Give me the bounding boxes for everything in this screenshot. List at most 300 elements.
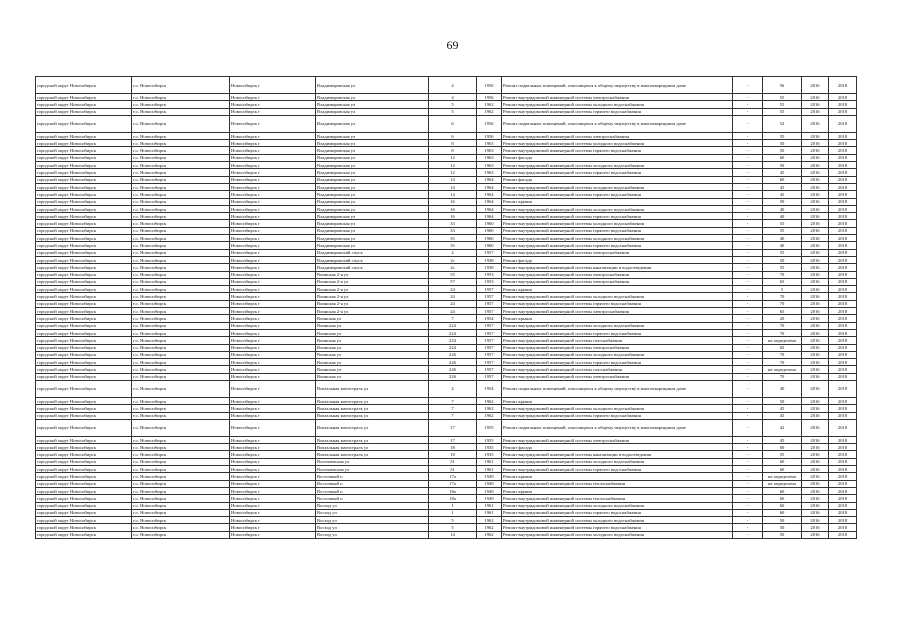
municipality-cell: городской округ Новосибирск: [36, 162, 132, 169]
start-year-cell: 2016: [802, 213, 829, 220]
municipality-cell: городской округ Новосибирск: [36, 191, 132, 198]
end-year-cell: 2018: [829, 169, 857, 176]
end-year-cell: 2018: [829, 466, 857, 473]
table-row: [36, 517, 857, 524]
cost-cell: -: [733, 473, 763, 480]
municipality-cell: городской округ Новосибирск: [36, 359, 132, 366]
term-cell: 65: [763, 308, 802, 315]
end-year-cell: 2018: [829, 191, 857, 198]
year-built-cell: 1960: [477, 235, 502, 242]
district-cell: г.о. Новосибирск: [132, 205, 230, 212]
district-cell: г.о. Новосибирск: [132, 436, 230, 443]
municipality-cell: городской округ Новосибирск: [36, 502, 132, 509]
locality-cell: Новосибирск г: [230, 115, 316, 132]
cost-cell: -: [733, 359, 763, 366]
street-cell: Вокзальная магистраль ул: [316, 380, 429, 397]
year-built-cell: 1949: [477, 480, 502, 487]
municipality-cell: городской округ Новосибирск: [36, 205, 132, 212]
district-cell: г.о. Новосибирск: [132, 220, 230, 227]
locality-cell: Новосибирск г: [230, 154, 316, 161]
street-cell: Воинская ул: [316, 359, 429, 366]
locality-cell: Новосибирск г: [230, 271, 316, 278]
cost-cell: -: [733, 220, 763, 227]
works-table: [35, 76, 857, 539]
cost-cell: -: [733, 487, 763, 494]
municipality-cell: городской округ Новосибирск: [36, 183, 132, 190]
end-year-cell: 2018: [829, 495, 857, 502]
locality-cell: Новосибирск г: [230, 397, 316, 404]
work-type-cell: Ремонт внутридомовой инженерной системы газоснабжения: [502, 366, 733, 373]
work-type-cell: Ремонт внутридомовой инженерной системы горячего водоснабжения: [502, 169, 733, 176]
year-built-cell: 1964: [477, 213, 502, 220]
house-cell: 18а: [429, 495, 477, 502]
start-year-cell: 2016: [802, 191, 829, 198]
term-cell: 45: [763, 412, 802, 419]
table-row: [36, 108, 857, 115]
start-year-cell: 2016: [802, 147, 829, 154]
year-built-cell: 1957: [477, 351, 502, 358]
year-built-cell: 1962: [477, 412, 502, 419]
locality-cell: Новосибирск г: [230, 235, 316, 242]
municipality-cell: городской округ Новосибирск: [36, 329, 132, 336]
municipality-cell: городской округ Новосибирск: [36, 176, 132, 183]
start-year-cell: 2016: [802, 351, 829, 358]
district-cell: г.о. Новосибирск: [132, 115, 230, 132]
start-year-cell: 2016: [802, 94, 829, 101]
year-built-cell: 1938: [477, 264, 502, 271]
year-built-cell: 1938: [477, 256, 502, 263]
municipality-cell: городской округ Новосибирск: [36, 293, 132, 300]
table-row: [36, 487, 857, 494]
cost-cell: -: [733, 366, 763, 373]
year-built-cell: 1962: [477, 517, 502, 524]
street-cell: Владимировская ул: [316, 154, 429, 161]
locality-cell: Новосибирск г: [230, 242, 316, 249]
district-cell: г.о. Новосибирск: [132, 451, 230, 458]
end-year-cell: 2018: [829, 220, 857, 227]
locality-cell: Новосибирск г: [230, 286, 316, 293]
term-cell: 40: [763, 205, 802, 212]
house-cell: 7: [429, 315, 477, 322]
start-year-cell: 2016: [802, 436, 829, 443]
year-built-cell: 1963: [477, 147, 502, 154]
term-cell: не определена: [763, 337, 802, 344]
term-cell: 50: [763, 140, 802, 147]
street-cell: Волочаевская ул: [316, 466, 429, 473]
municipality-cell: городской округ Новосибирск: [36, 235, 132, 242]
start-year-cell: 2016: [802, 198, 829, 205]
table-row: [36, 329, 857, 336]
work-type-cell: Ремонт крыши: [502, 198, 733, 205]
end-year-cell: 2018: [829, 412, 857, 419]
house-cell: 5: [429, 101, 477, 108]
work-type-cell: Ремонт внутридомовой инженерной системы горячего водоснабжения: [502, 147, 733, 154]
street-cell: Восход ул: [316, 524, 429, 531]
district-cell: г.о. Новосибирск: [132, 458, 230, 465]
year-built-cell: 1962: [477, 531, 502, 538]
cost-cell: -: [733, 419, 763, 436]
locality-cell: Новосибирск г: [230, 502, 316, 509]
street-cell: Воинская 2-я ул: [316, 300, 429, 307]
start-year-cell: 2016: [802, 271, 829, 278]
start-year-cell: 2016: [802, 380, 829, 397]
district-cell: г.о. Новосибирск: [132, 524, 230, 531]
street-cell: Воинская ул: [316, 351, 429, 358]
end-year-cell: 2018: [829, 115, 857, 132]
start-year-cell: 2016: [802, 227, 829, 234]
term-cell: 40: [763, 235, 802, 242]
start-year-cell: 2016: [802, 524, 829, 531]
end-year-cell: 2018: [829, 480, 857, 487]
work-type-cell: Ремонт внутридомовой инженерной системы электроснабжения: [502, 436, 733, 443]
locality-cell: Новосибирск г: [230, 517, 316, 524]
table-row: [36, 256, 857, 263]
street-cell: Владимировский спуск: [316, 256, 429, 263]
street-cell: Владимировская ул: [316, 115, 429, 132]
house-cell: 33: [429, 220, 477, 227]
year-built-cell: 1963: [477, 154, 502, 161]
street-cell: Вокзальная магистраль ул: [316, 405, 429, 412]
year-built-cell: 1949: [477, 473, 502, 480]
municipality-cell: городской округ Новосибирск: [36, 480, 132, 487]
start-year-cell: 2016: [802, 140, 829, 147]
start-year-cell: 2016: [802, 249, 829, 256]
work-type-cell: Ремонт внутридомовой инженерной системы горячего водоснабжения: [502, 213, 733, 220]
term-cell: 50: [763, 531, 802, 538]
house-cell: 224: [429, 322, 477, 329]
end-year-cell: 2018: [829, 524, 857, 531]
street-cell: Восход ул: [316, 509, 429, 516]
year-built-cell: 1962: [477, 405, 502, 412]
cost-cell: -: [733, 451, 763, 458]
table-row: [36, 77, 857, 94]
start-year-cell: 2016: [802, 531, 829, 538]
table-row: [36, 480, 857, 487]
district-cell: г.о. Новосибирск: [132, 169, 230, 176]
cost-cell: -: [733, 278, 763, 285]
term-cell: 52: [763, 115, 802, 132]
table-row: [36, 183, 857, 190]
locality-cell: Новосибирск г: [230, 509, 316, 516]
locality-cell: Новосибирск г: [230, 419, 316, 436]
locality-cell: Новосибирск г: [230, 213, 316, 220]
end-year-cell: 2018: [829, 278, 857, 285]
year-built-cell: 1955: [477, 419, 502, 436]
term-cell: 55: [763, 451, 802, 458]
street-cell: Владимировский спуск: [316, 264, 429, 271]
house-cell: 18а: [429, 487, 477, 494]
street-cell: Воинская ул: [316, 344, 429, 351]
street-cell: Воинская ул: [316, 315, 429, 322]
district-cell: г.о. Новосибирск: [132, 256, 230, 263]
work-type-cell: Ремонт фасада: [502, 256, 733, 263]
term-cell: 40: [763, 380, 802, 397]
table-row: [36, 132, 857, 139]
end-year-cell: 2018: [829, 444, 857, 451]
street-cell: Воинская 2-я ул: [316, 293, 429, 300]
cost-cell: -: [733, 351, 763, 358]
cost-cell: -: [733, 524, 763, 531]
table-row: [36, 154, 857, 161]
year-built-cell: 1963: [477, 162, 502, 169]
cost-cell: -: [733, 308, 763, 315]
year-built-cell: 1961: [477, 509, 502, 516]
work-type-cell: Ремонт внутридомовой инженерной системы холодного водоснабжения: [502, 183, 733, 190]
district-cell: г.о. Новосибирск: [132, 405, 230, 412]
house-cell: 2с: [429, 256, 477, 263]
table-row: [36, 380, 857, 397]
street-cell: Владимировская ул: [316, 140, 429, 147]
work-type-cell: Ремонт фасада: [502, 154, 733, 161]
table-row: [36, 359, 857, 366]
end-year-cell: 2018: [829, 101, 857, 108]
table-body: [36, 77, 857, 539]
year-built-cell: 1935: [477, 444, 502, 451]
start-year-cell: 2016: [802, 444, 829, 451]
year-built-cell: 1957: [477, 293, 502, 300]
district-cell: г.о. Новосибирск: [132, 487, 230, 494]
work-type-cell: Ремонт внутридомовой инженерной системы горячего водоснабжения: [502, 412, 733, 419]
house-cell: 4: [429, 94, 477, 101]
district-cell: г.о. Новосибирск: [132, 271, 230, 278]
house-cell: 57: [429, 278, 477, 285]
district-cell: г.о. Новосибирск: [132, 315, 230, 322]
street-cell: Воинская ул: [316, 329, 429, 336]
locality-cell: Новосибирск г: [230, 169, 316, 176]
term-cell: 55: [763, 220, 802, 227]
municipality-cell: городской округ Новосибирск: [36, 397, 132, 404]
term-cell: 60: [763, 176, 802, 183]
municipality-cell: городской округ Новосибирск: [36, 458, 132, 465]
cost-cell: -: [733, 337, 763, 344]
cost-cell: -: [733, 444, 763, 451]
work-type-cell: Ремонт крыши: [502, 286, 733, 293]
start-year-cell: 2016: [802, 322, 829, 329]
term-cell: 55: [763, 94, 802, 101]
work-type-cell: Ремонт фасада: [502, 444, 733, 451]
start-year-cell: 2016: [802, 183, 829, 190]
cost-cell: -: [733, 271, 763, 278]
table-row: [36, 466, 857, 473]
house-cell: 51: [429, 458, 477, 465]
cost-cell: -: [733, 293, 763, 300]
term-cell: 60: [763, 487, 802, 494]
street-cell: Владимировская ул: [316, 205, 429, 212]
start-year-cell: 2016: [802, 169, 829, 176]
locality-cell: Новосибирск г: [230, 227, 316, 234]
start-year-cell: 2016: [802, 278, 829, 285]
end-year-cell: 2018: [829, 235, 857, 242]
cost-cell: -: [733, 140, 763, 147]
table-row: [36, 286, 857, 293]
municipality-cell: городской округ Новосибирск: [36, 286, 132, 293]
start-year-cell: 2016: [802, 315, 829, 322]
house-cell: 7: [429, 397, 477, 404]
table-row: [36, 502, 857, 509]
year-built-cell: 1953: [477, 278, 502, 285]
table-row: [36, 94, 857, 101]
district-cell: г.о. Новосибирск: [132, 397, 230, 404]
cost-cell: -: [733, 115, 763, 132]
street-cell: Владимировская ул: [316, 101, 429, 108]
term-cell: 50: [763, 198, 802, 205]
table-row: [36, 397, 857, 404]
year-built-cell: 1957: [477, 300, 502, 307]
house-cell: 24: [429, 308, 477, 315]
term-cell: 55: [763, 132, 802, 139]
year-built-cell: 1962: [477, 108, 502, 115]
house-cell: 14: [429, 191, 477, 198]
start-year-cell: 2016: [802, 220, 829, 227]
year-built-cell: 1963: [477, 140, 502, 147]
house-cell: 33: [429, 227, 477, 234]
street-cell: Вокзальная магистраль ул: [316, 419, 429, 436]
house-cell: 24: [429, 293, 477, 300]
house-cell: 5: [429, 108, 477, 115]
work-type-cell: Ремонт внутридомовой инженерной системы электроснабжения: [502, 94, 733, 101]
locality-cell: Новосибирск г: [230, 140, 316, 147]
municipality-cell: городской округ Новосибирск: [36, 451, 132, 458]
start-year-cell: 2016: [802, 176, 829, 183]
table-row: [36, 419, 857, 436]
cost-cell: -: [733, 94, 763, 101]
locality-cell: Новосибирск г: [230, 458, 316, 465]
locality-cell: Новосибирск г: [230, 495, 316, 502]
street-cell: Владимировская ул: [316, 94, 429, 101]
end-year-cell: 2018: [829, 359, 857, 366]
end-year-cell: 2018: [829, 264, 857, 271]
cost-cell: -: [733, 380, 763, 397]
locality-cell: Новосибирск г: [230, 329, 316, 336]
municipality-cell: городской округ Новосибирск: [36, 271, 132, 278]
term-cell: 70: [763, 373, 802, 380]
table-row: [36, 322, 857, 329]
municipality-cell: городской округ Новосибирск: [36, 436, 132, 443]
locality-cell: Новосибирск г: [230, 315, 316, 322]
street-cell: Владимировская ул: [316, 227, 429, 234]
term-cell: не определена: [763, 473, 802, 480]
table-row: [36, 176, 857, 183]
table-row: [36, 242, 857, 249]
locality-cell: Новосибирск г: [230, 337, 316, 344]
term-cell: 60: [763, 502, 802, 509]
street-cell: Владимировская ул: [316, 220, 429, 227]
end-year-cell: 2018: [829, 329, 857, 336]
cost-cell: -: [733, 169, 763, 176]
table-row: [36, 205, 857, 212]
start-year-cell: 2016: [802, 502, 829, 509]
locality-cell: Новосибирск г: [230, 344, 316, 351]
work-type-cell: Ремонт внутридомовой инженерной системы горячего водоснабжения: [502, 524, 733, 531]
term-cell: 45: [763, 191, 802, 198]
house-cell: 24: [429, 300, 477, 307]
street-cell: Вокзальная магистраль ул: [316, 451, 429, 458]
table-row: [36, 300, 857, 307]
start-year-cell: 2016: [802, 293, 829, 300]
cost-cell: -: [733, 509, 763, 516]
street-cell: Владимировская ул: [316, 108, 429, 115]
year-built-cell: 1954: [477, 315, 502, 322]
end-year-cell: 2018: [829, 140, 857, 147]
district-cell: г.о. Новосибирск: [132, 154, 230, 161]
table-row: [36, 278, 857, 285]
locality-cell: Новосибирск г: [230, 322, 316, 329]
locality-cell: Новосибирск г: [230, 77, 316, 94]
work-type-cell: Ремонт подвальных помещений, относящихся к общему имуществу в многоквартирном доме: [502, 115, 733, 132]
year-built-cell: 1957: [477, 249, 502, 256]
house-cell: 5: [429, 524, 477, 531]
start-year-cell: 2016: [802, 235, 829, 242]
district-cell: г.о. Новосибирск: [132, 502, 230, 509]
street-cell: Владимировская ул: [316, 235, 429, 242]
district-cell: г.о. Новосибирск: [132, 419, 230, 436]
municipality-cell: городской округ Новосибирск: [36, 256, 132, 263]
house-cell: 226: [429, 359, 477, 366]
term-cell: 55: [763, 249, 802, 256]
street-cell: Волочаевская ул: [316, 458, 429, 465]
start-year-cell: 2016: [802, 300, 829, 307]
start-year-cell: 2016: [802, 256, 829, 263]
end-year-cell: 2018: [829, 77, 857, 94]
work-type-cell: Ремонт внутридомовой инженерной системы холодного водоснабжения: [502, 322, 733, 329]
term-cell: 70: [763, 359, 802, 366]
cost-cell: -: [733, 436, 763, 443]
house-cell: 17: [429, 436, 477, 443]
district-cell: г.о. Новосибирск: [132, 77, 230, 94]
district-cell: г.о. Новосибирск: [132, 322, 230, 329]
end-year-cell: 2018: [829, 256, 857, 263]
end-year-cell: 2018: [829, 147, 857, 154]
district-cell: г.о. Новосибирск: [132, 278, 230, 285]
cost-cell: -: [733, 373, 763, 380]
street-cell: Восточный п: [316, 495, 429, 502]
year-built-cell: 1954: [477, 380, 502, 397]
work-type-cell: Ремонт внутридомовой инженерной системы холодного водоснабжения: [502, 531, 733, 538]
district-cell: г.о. Новосибирск: [132, 337, 230, 344]
table-row: [36, 436, 857, 443]
term-cell: 20: [763, 315, 802, 322]
locality-cell: Новосибирск г: [230, 293, 316, 300]
term-cell: не определена: [763, 480, 802, 487]
locality-cell: Новосибирск г: [230, 351, 316, 358]
cost-cell: -: [733, 77, 763, 94]
house-cell: 7: [429, 412, 477, 419]
end-year-cell: 2018: [829, 286, 857, 293]
house-cell: 17: [429, 419, 477, 436]
house-cell: 16: [429, 213, 477, 220]
end-year-cell: 2018: [829, 108, 857, 115]
house-cell: 35: [429, 235, 477, 242]
work-type-cell: Ремонт внутридомовой инженерной системы электроснабжения: [502, 278, 733, 285]
end-year-cell: 2018: [829, 531, 857, 538]
district-cell: г.о. Новосибирск: [132, 344, 230, 351]
house-cell: 16: [429, 198, 477, 205]
cost-cell: -: [733, 198, 763, 205]
work-type-cell: Ремонт внутридомовой инженерной системы холодного водоснабжения: [502, 235, 733, 242]
end-year-cell: 2018: [829, 293, 857, 300]
cost-cell: -: [733, 322, 763, 329]
term-cell: 55: [763, 264, 802, 271]
start-year-cell: 2016: [802, 101, 829, 108]
page-number: 69: [446, 38, 459, 52]
term-cell: 65: [763, 344, 802, 351]
end-year-cell: 2018: [829, 373, 857, 380]
district-cell: г.о. Новосибирск: [132, 264, 230, 271]
year-built-cell: 1964: [477, 183, 502, 190]
house-cell: 24: [429, 286, 477, 293]
district-cell: г.о. Новосибирск: [132, 480, 230, 487]
end-year-cell: 2018: [829, 213, 857, 220]
